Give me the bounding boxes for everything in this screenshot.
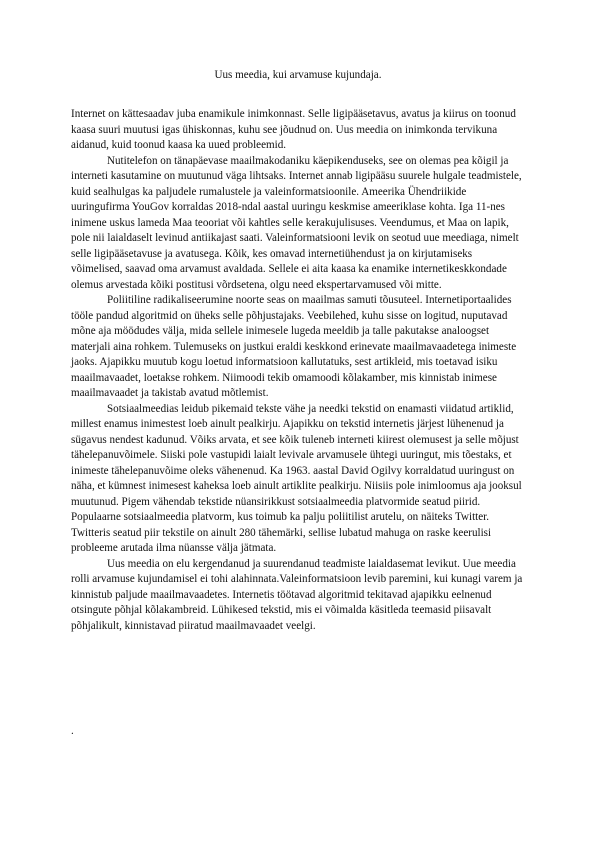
paragraph-conclusion: Uus meedia on elu kergendanud ja suurendanud teadmiste laialdasemat levikut. Uue meedia rolli arvamuse kujundamisel ei tohi alahinnata.Valeinformatsioon levib paremini, kui kunagi varem ja kinnistub paljude maailmavaadetes. Internetis töötavad algoritmid tekitavad ajapikku eelnenud otsingute põhjal kõlakambreid. Lühikesed tekstid, mis ei võimalda käsitleda teemasid piisavalt põhjalikult, kinnistavad piiratud maailmavaadet veelgi. <box>71 557 523 632</box>
paragraph-misinformation: Nutitelefon on tänapäevase maailmakodaniku käepikenduseks, see on olemas pea kõigil ja interneti kasutamine on muutunud väga lihtsaks. Internet annab ligipääsu suurele hulgale teadmistele, kuid sealhulgas ka paljudele rumalustele ja valeinformatsioonile. Ameerika Ühendriikide uuringufirma YouGov korraldas 2018-ndal aastal uuringu keskmise ameeriklase kohta. Iga 11-nes inimene uskus lameda Maa teooriat või kahtles selle kerakujulisuses. Veendumus, et Maa on lapik, pole nii laialdaselt levinud antiikajast saati. Valeinformatsiooni levik on seotud uue meediaga, nimelt selle ligipääsetavuse ja avatusega. Kõik, kes omavad internetiühendust ja on kirjutamiseks võimelised, saavad oma arvamust avaldada. Sellele ei aita kaasa ka enamike internetikeskkondade olemus arvestada kõiki postitusi võrdsetena, olgu need ekspertarvamused või mitte. <box>71 154 522 291</box>
paragraph-radicalization: Poliitiline radikaliseerumine noorte seas on maailmas samuti tõusuteel. Internetiportaalides tööle pandud algoritmid on üheks selle põhjustajaks. Veebilehed, kuhu sisse on logitud, nuputavad mõne aja möödudes välja, mida sellele inimesele lugeda meeldib ja talle pakutakse analoogset materjali aina rohkem. Tulemuseks on justkui eraldi keskkond erinevate maailmavaadetega inimeste jaoks. Ajapikku muutub kogu loetud informatsioon kallutatuks, sest artikleid, mis toetavad isiku maailmavaadet, loetakse rohkem. Niimoodi tekib omamoodi kõlakamber, mis kinnistab inimese maailmavaadet ja takistab avatud mõtlemist. <box>71 294 517 399</box>
trailing-mark: . <box>71 725 74 737</box>
page-title: Uus meedia, kui arvamuse kujundaja. <box>214 69 382 81</box>
paragraph-short-texts: Sotsiaalmeedias leidub pikemaid tekste vähe ja needki tekstid on enamasti viidatud artiklid, millest enamus inimestest loeb ainult pealkirju. Ajapikku on tekstid internetis järjest lühenenud ja sügavus nendest kadunud. Võiks arvata, et see kõik tuleneb interneti kiirest olemusest ja selle mõjust tähelepanuvõimele. Siiski pole vastupidi laialt levivale arvamusele ühtegi uuringut, mis tõestaks, et inimeste tähelepanuvõime oleks vähenenud. Ka 1963. aastal David Ogilvy korraldatud uuringust on näha, et kümnest inimesest kaheksa loeb ainult artiklite pealkirju. Niisiis pole inimloomus aja jooksul muutunud. Pigem vähendab tekstide nüansirikkust sotsiaalmeedia platvormide seatud piirid. Populaarne sotsiaalmeedia platvorm, kus toimub ka palju poliitilist arutelu, on näiteks Twitter. Twitteris seatud piir tekstile on ainult 280 tähemärki, sellise lubatud mahuga on raske keerulisi probleeme arutada ilma nüansse välja jätmata. <box>71 402 522 554</box>
essay-body <box>71 107 526 634</box>
paragraph-intro: Internet on kättesaadav juba enamikule inimkonnast. Selle ligipääsetavus, avatus ja kiirus on toonud kaasa suuri muutusi igas ühiskonnas, kuhu see jõudnud on. Uus meedia on inimkonda tervikuna aidanud, kuid toonud kaasa ka uued probleemid. <box>71 108 516 151</box>
